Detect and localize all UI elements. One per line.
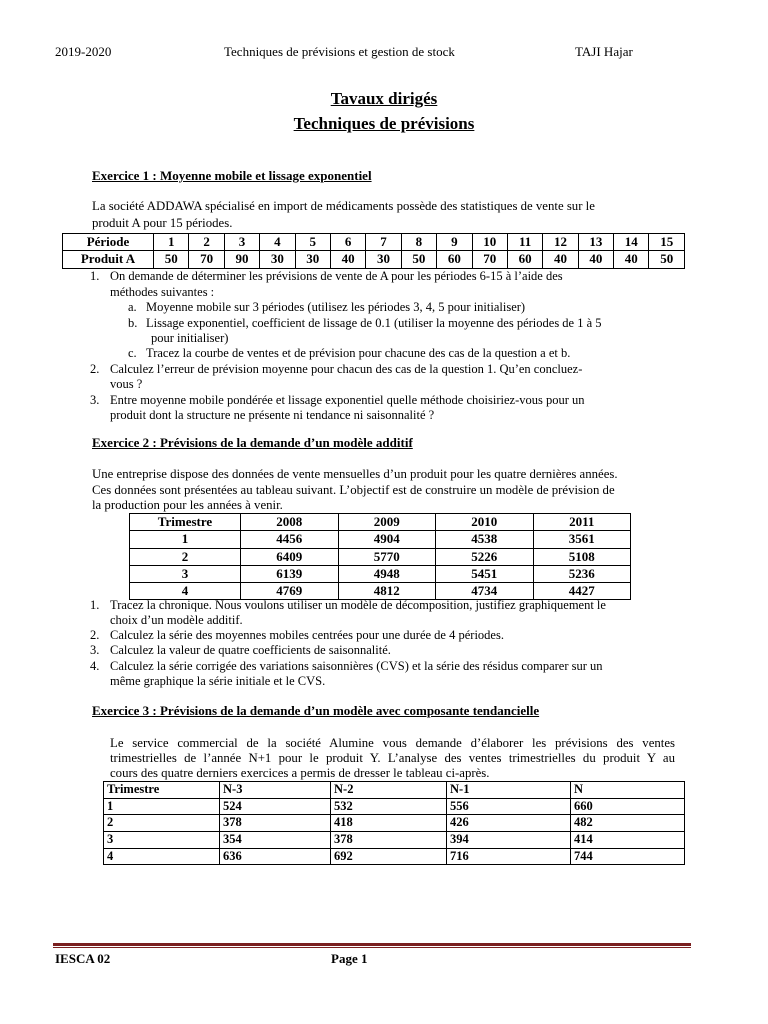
table-row [104, 798, 685, 815]
table-row [63, 234, 685, 251]
table-cell: 2 [189, 234, 224, 251]
table-cell: 394 [447, 831, 571, 848]
exercise-2-title: Exercice 2 : Prévisions de la demande d’un modèle additif [92, 435, 413, 450]
table-cell: 692 [331, 848, 447, 865]
exercise-1-title: Exercice 1 : Moyenne mobile et lissage exponentiel [92, 168, 372, 183]
exercise-3-intro-line3: cours des quatre derniers exercices a permis de dresser le tableau ci-après. [110, 766, 490, 780]
table-cell: 4812 [338, 583, 436, 600]
table-cell: 4904 [338, 531, 436, 548]
table-cell: Période [63, 234, 154, 251]
table-header-cell: N-3 [220, 782, 331, 799]
table-cell: 5770 [338, 548, 436, 565]
table-cell: 4456 [241, 531, 339, 548]
exercise-1-intro-line1: La société ADDAWA spécialisé en import de médicaments possède des statistiques de vente sur le [92, 199, 595, 213]
table-row [104, 848, 685, 865]
table-cell: 4538 [436, 531, 534, 548]
exercise-2-table [129, 513, 631, 600]
table-cell: 70 [189, 251, 224, 268]
table-cell: 5226 [436, 548, 534, 565]
table-cell: 3561 [533, 531, 631, 548]
table-cell: 660 [571, 798, 685, 815]
table-cell: 60 [507, 251, 542, 268]
table-cell: 30 [260, 251, 295, 268]
exercise-1-intro-line2: produit A pour 15 périodes. [92, 216, 233, 230]
table-cell: 426 [447, 815, 571, 832]
table-cell: 636 [220, 848, 331, 865]
ex1-q3-line1: Entre moyenne mobile pondérée et lissage exponentiel quelle méthode choisiriez-vous pour un [110, 393, 585, 407]
ex2-q3-number: 3. [90, 643, 100, 657]
table-header-cell: 2008 [241, 514, 339, 531]
table-cell: 40 [543, 251, 578, 268]
table-header-row [104, 782, 685, 799]
table-cell: 354 [220, 831, 331, 848]
table-cell: 532 [331, 798, 447, 815]
table-cell: 50 [649, 251, 685, 268]
table-cell: 30 [295, 251, 330, 268]
table-cell: Produit A [63, 251, 154, 268]
exercise-3-intro-line1: Le service commercial de la société Alumine vous demande d’élaborer les prévisions des ventes [110, 736, 675, 750]
ex2-q1-number: 1. [90, 598, 100, 612]
table-cell: 4 [260, 234, 295, 251]
ex1-q3-line2: produit dont la structure ne présente ni tendance ni saisonnalité ? [110, 408, 435, 422]
table-cell: 1 [130, 531, 241, 548]
table-header-cell: Trimestre [104, 782, 220, 799]
table-cell: 4734 [436, 583, 534, 600]
table-cell: 378 [220, 815, 331, 832]
table-row [63, 251, 685, 268]
table-cell: 6139 [241, 565, 339, 582]
table-cell: 716 [447, 848, 571, 865]
ex1-qb-line1: Lissage exponentiel, coefficient de lissage de 0.1 (utiliser la moyenne des périodes de 1 à 5 [146, 316, 602, 330]
table-cell: 11 [507, 234, 542, 251]
document-subtitle: Techniques de prévisions [293, 114, 475, 133]
table-cell: 5108 [533, 548, 631, 565]
ex2-q4-line2: même graphique la série initiale et le CVS. [110, 674, 326, 688]
table-header-cell: 2009 [338, 514, 436, 531]
footer-divider-thin [53, 947, 691, 948]
table-cell: 378 [331, 831, 447, 848]
ex2-q4-line1: Calculez la série corrigée des variations saisonnières (CVS) et la série des résidus comparer sur un [110, 659, 603, 673]
table-cell: 1 [154, 234, 189, 251]
footer-divider [53, 943, 691, 946]
table-cell: 8 [401, 234, 436, 251]
table-cell: 6409 [241, 548, 339, 565]
table-cell: 482 [571, 815, 685, 832]
table-cell: 1 [104, 798, 220, 815]
exercise-3-table [103, 781, 685, 865]
table-cell: 414 [571, 831, 685, 848]
table-cell: 744 [571, 848, 685, 865]
table-header-cell: N-1 [447, 782, 571, 799]
footer-page-number: Page 1 [331, 951, 368, 966]
table-cell: 3 [104, 831, 220, 848]
table-header-cell: N-2 [331, 782, 447, 799]
table-cell: 524 [220, 798, 331, 815]
ex1-qc-number: c. [128, 346, 137, 360]
table-cell: 556 [447, 798, 571, 815]
footer-school: IESCA 02 [55, 951, 111, 966]
exercise-2-intro-line3: la production pour les années à venir. [92, 498, 283, 512]
ex2-q2-number: 2. [90, 628, 100, 642]
table-cell: 30 [366, 251, 401, 268]
table-cell: 2 [104, 815, 220, 832]
table-cell: 2 [130, 548, 241, 565]
exercise-3-intro-line2: trimestrielles de l’année N+1 pour le produit Y. L’analyse des ventes trimestrielles du produit Y au [110, 751, 675, 765]
table-cell: 13 [578, 234, 613, 251]
table-header-cell: 2010 [436, 514, 534, 531]
ex1-q1-number: 1. [90, 269, 100, 283]
ex1-q3-number: 3. [90, 393, 100, 407]
table-header-cell: Trimestre [130, 514, 241, 531]
ex1-qb-line2: pour initialiser) [151, 331, 229, 345]
ex1-qa-text: Moyenne mobile sur 3 périodes (utilisez les périodes 3, 4, 5 pour initialiser) [146, 300, 526, 314]
table-cell: 90 [224, 251, 259, 268]
table-cell: 5 [295, 234, 330, 251]
table-cell: 6 [330, 234, 365, 251]
ex1-qc-text: Tracez la courbe de ventes et de prévision pour chacune des cas de la question a et b. [146, 346, 571, 360]
document-title: Tavaux dirigés [330, 89, 438, 108]
table-cell: 40 [330, 251, 365, 268]
table-cell: 50 [154, 251, 189, 268]
ex1-q2-number: 2. [90, 362, 100, 376]
table-cell: 4 [104, 848, 220, 865]
table-cell: 12 [543, 234, 578, 251]
header-year: 2019-2020 [55, 44, 112, 59]
table-cell: 70 [472, 251, 507, 268]
table-cell: 3 [130, 565, 241, 582]
table-row [130, 548, 631, 565]
header-author: TAJI Hajar [575, 44, 633, 59]
exercise-1-table [62, 233, 685, 269]
table-row [130, 565, 631, 582]
table-cell: 9 [437, 234, 472, 251]
ex2-q3-text: Calculez la valeur de quatre coefficients de saisonnalité. [110, 643, 391, 657]
table-cell: 10 [472, 234, 507, 251]
exercise-2-intro-line2: Ces données sont présentées au tableau suivant. L’objectif est de construire un modèle de prévision de [92, 483, 615, 497]
table-cell: 3 [224, 234, 259, 251]
table-header-row [130, 514, 631, 531]
ex2-q4-number: 4. [90, 659, 100, 673]
table-header-cell: N [571, 782, 685, 799]
table-cell: 7 [366, 234, 401, 251]
ex1-q1-line2: méthodes suivantes : [110, 285, 215, 299]
ex2-q1-line2: choix d’un modèle additif. [110, 613, 243, 627]
table-row [104, 831, 685, 848]
table-cell: 60 [437, 251, 472, 268]
ex1-q1-line1: On demande de déterminer les prévisions de vente de A pour les périodes 6-15 à l’aide des [110, 269, 563, 283]
ex1-qb-number: b. [128, 316, 138, 330]
ex1-qa-number: a. [128, 300, 137, 314]
ex1-q2-line2: vous ? [110, 377, 143, 391]
table-row [130, 531, 631, 548]
table-cell: 4769 [241, 583, 339, 600]
table-cell: 40 [614, 251, 649, 268]
ex2-q2-text: Calculez la série des moyennes mobiles centrées pour une durée de 4 périodes. [110, 628, 504, 642]
table-row [104, 815, 685, 832]
table-cell: 4427 [533, 583, 631, 600]
table-cell: 4 [130, 583, 241, 600]
exercise-2-intro-line1: Une entreprise dispose des données de vente mensuelles d’un produit pour les quatre dernières années. [92, 467, 618, 481]
ex2-q1-line1: Tracez la chronique. Nous voulons utiliser un modèle de décomposition, justifiez graphiquement le [110, 598, 606, 612]
table-cell: 14 [614, 234, 649, 251]
table-cell: 4948 [338, 565, 436, 582]
table-cell: 5236 [533, 565, 631, 582]
exercise-3-title: Exercice 3 : Prévisions de la demande d’un modèle avec composante tendancielle [92, 703, 540, 718]
header-course: Techniques de prévisions et gestion de stock [224, 44, 455, 59]
ex1-q2-line1: Calculez l’erreur de prévision moyenne pour chacun des cas de la question 1. Qu’en concluez- [110, 362, 583, 376]
table-cell: 5451 [436, 565, 534, 582]
table-cell: 50 [401, 251, 436, 268]
table-cell: 418 [331, 815, 447, 832]
table-header-cell: 2011 [533, 514, 631, 531]
table-cell: 40 [578, 251, 613, 268]
table-cell: 15 [649, 234, 685, 251]
